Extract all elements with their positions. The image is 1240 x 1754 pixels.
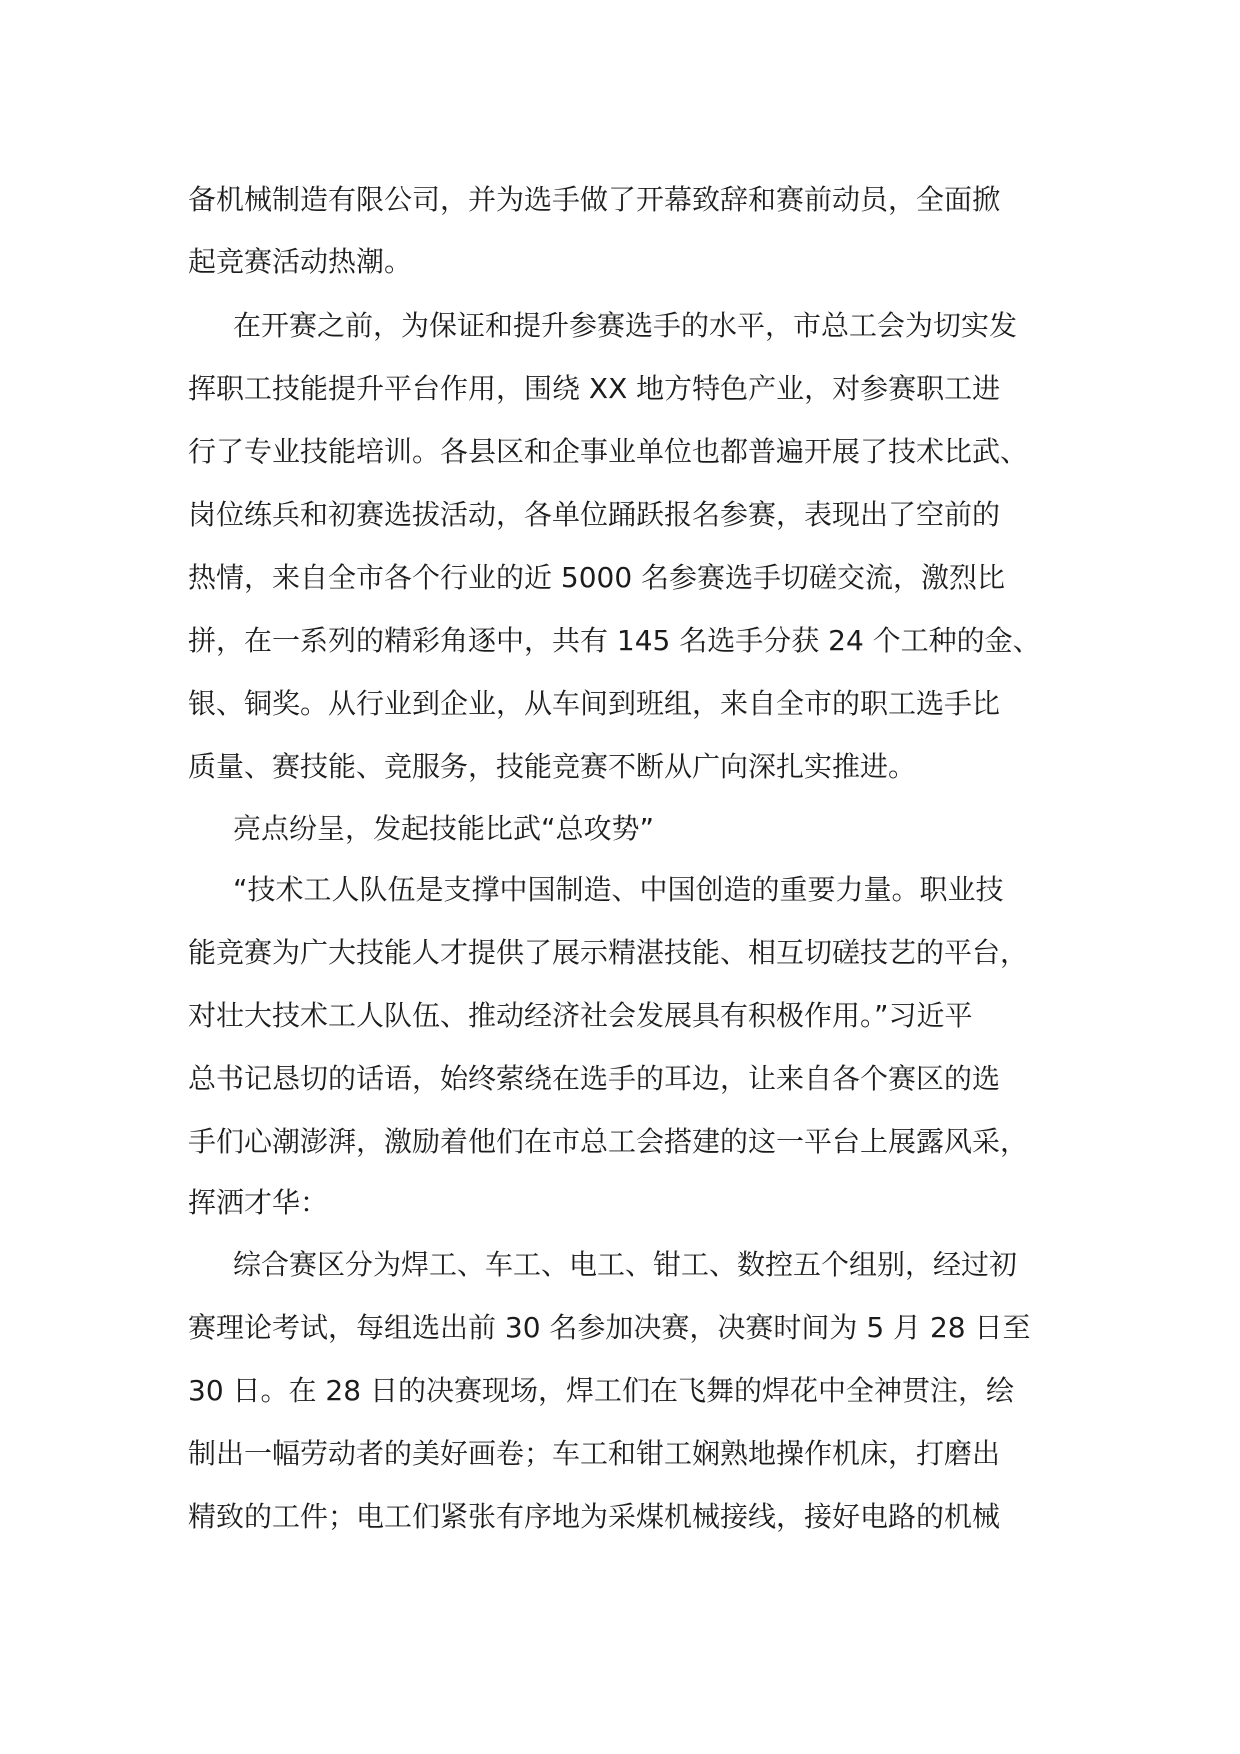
text-line: 热情，来自全市各个行业的近 5000 名参赛选手切磋交流，激烈比 (188, 561, 1006, 594)
text-line: 在开赛之前，为保证和提升参赛选手的水平，市总工会为切实发 (233, 309, 1018, 342)
text-line: 质量、赛技能、竞服务，技能竞赛不断从广向深扎实推进。 (188, 750, 917, 783)
text-line: 银、铜奖。从行业到企业，从车间到班组，来自全市的职工选手比 (188, 687, 1001, 720)
text-line: 对壮大技术工人队伍、推动经济社会发展具有积极作用。”习近平 (188, 999, 973, 1032)
text-line: 制出一幅劳动者的美好画卷；车工和钳工娴熟地操作机床，打磨出 (188, 1437, 1001, 1470)
text-line: 拼，在一系列的精彩角逐中，共有 145 名选手分获 24 个工种的金、 (188, 624, 1041, 657)
text-line: 精致的工件；电工们紧张有序地为采煤机械接线，接好电路的机械 (188, 1500, 1001, 1533)
text-line: 行了专业技能培训。各县区和企事业单位也都普遍开展了技术比武、 (188, 435, 1029, 468)
section-heading: 亮点纷呈，发起技能比武“总攻势” (233, 812, 655, 845)
text-line: 总书记恳切的话语，始终萦绕在选手的耳边，让来自各个赛区的选 (188, 1062, 1001, 1095)
text-line: 起竞赛活动热潮。 (188, 245, 413, 278)
text-line: 挥职工技能提升平台作用，围绕 XX 地方特色产业，对参赛职工进 (188, 372, 1001, 405)
text-line: 备机械制造有限公司，并为选手做了开幕致辞和赛前动员，全面掀 (188, 183, 1001, 216)
text-line: “技术工人队伍是支撑中国制造、中国创造的重要力量。职业技 (233, 873, 1004, 906)
text-line: 挥洒才华： (188, 1186, 329, 1219)
text-line: 赛理论考试，每组选出前 30 名参加决赛，决赛时间为 5 月 28 日至 (188, 1311, 1031, 1344)
text-line: 能竞赛为广大技能人才提供了展示精湛技能、相互切磋技艺的平台， (188, 936, 1029, 969)
text-line: 岗位练兵和初赛选拔活动，各单位踊跃报名参赛，表现出了空前的 (188, 498, 1001, 531)
text-line: 30 日。在 28 日的决赛现场，焊工们在飞舞的焊花中全神贯注，绘 (188, 1374, 1014, 1407)
text-line: 手们心潮澎湃，激励着他们在市总工会搭建的这一平台上展露风采， (188, 1125, 1029, 1158)
text-line: 综合赛区分为焊工、车工、电工、钳工、数控五个组别，经过初 (233, 1248, 1018, 1281)
